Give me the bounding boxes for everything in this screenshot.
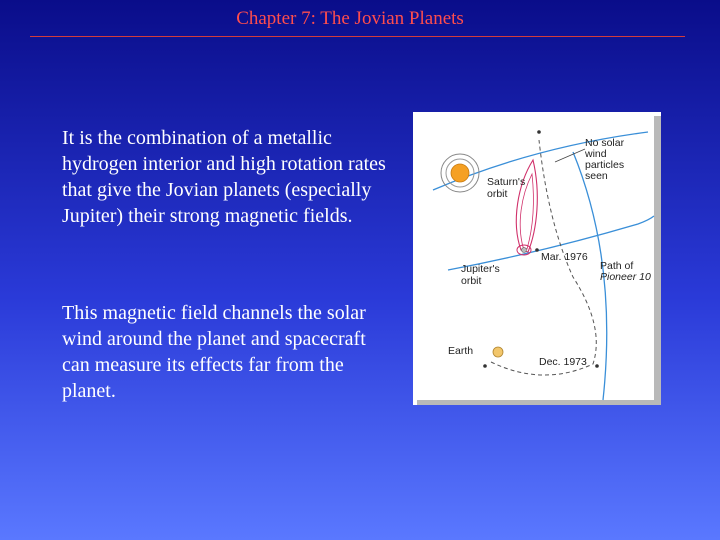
mar-1976-dot	[535, 248, 539, 252]
no-solar-wind-label-3: particles	[585, 159, 625, 171]
path-start-dot	[537, 130, 541, 134]
no-wind-pointer	[555, 149, 585, 162]
mar-1976-label: Mar. 1976	[541, 251, 588, 263]
title-divider	[30, 36, 685, 37]
pioneer-diagram	[413, 112, 661, 405]
jupiter-orbit-label-2: orbit	[461, 275, 482, 287]
pioneer-label: Pioneer 10	[600, 271, 651, 283]
slide-title: Chapter 7: The Jovian Planets	[236, 8, 464, 29]
paragraph-magnetic-fields: It is the combination of a metallic hydrogen interior and high rotation rates that give the Jovian planets (especially Jupiter) their strong magnetic fields.	[62, 127, 386, 227]
pioneer-path-figure	[413, 112, 661, 405]
saturn-orbit-label-2: orbit	[487, 188, 508, 200]
no-solar-wind-label-4: seen	[585, 170, 608, 182]
dec-1973-label: Dec. 1973	[539, 356, 587, 368]
no-solar-wind-label-2: wind	[585, 148, 607, 160]
earth-icon	[493, 347, 503, 357]
figure-shadow-bottom	[417, 400, 661, 405]
magnetosphere-outer	[516, 160, 537, 252]
no-solar-wind-label-1: No solar	[585, 137, 625, 149]
earth-marker-dot	[483, 364, 487, 368]
saturn-orbit-label-1: Saturn's	[487, 176, 526, 188]
earth-label: Earth	[448, 345, 474, 357]
sun-icon	[451, 164, 469, 182]
dec-1973-dot	[595, 364, 599, 368]
figure-shadow-right	[654, 116, 661, 405]
path-of-label: Path of	[600, 260, 634, 272]
jupiter-icon	[522, 248, 527, 253]
paragraph-solar-wind: This magnetic field channels the solar wind around the planet and spacecraft can measure its effects far from the planet.	[62, 302, 366, 402]
jupiter-orbit-label-1: Jupiter's	[461, 263, 500, 275]
